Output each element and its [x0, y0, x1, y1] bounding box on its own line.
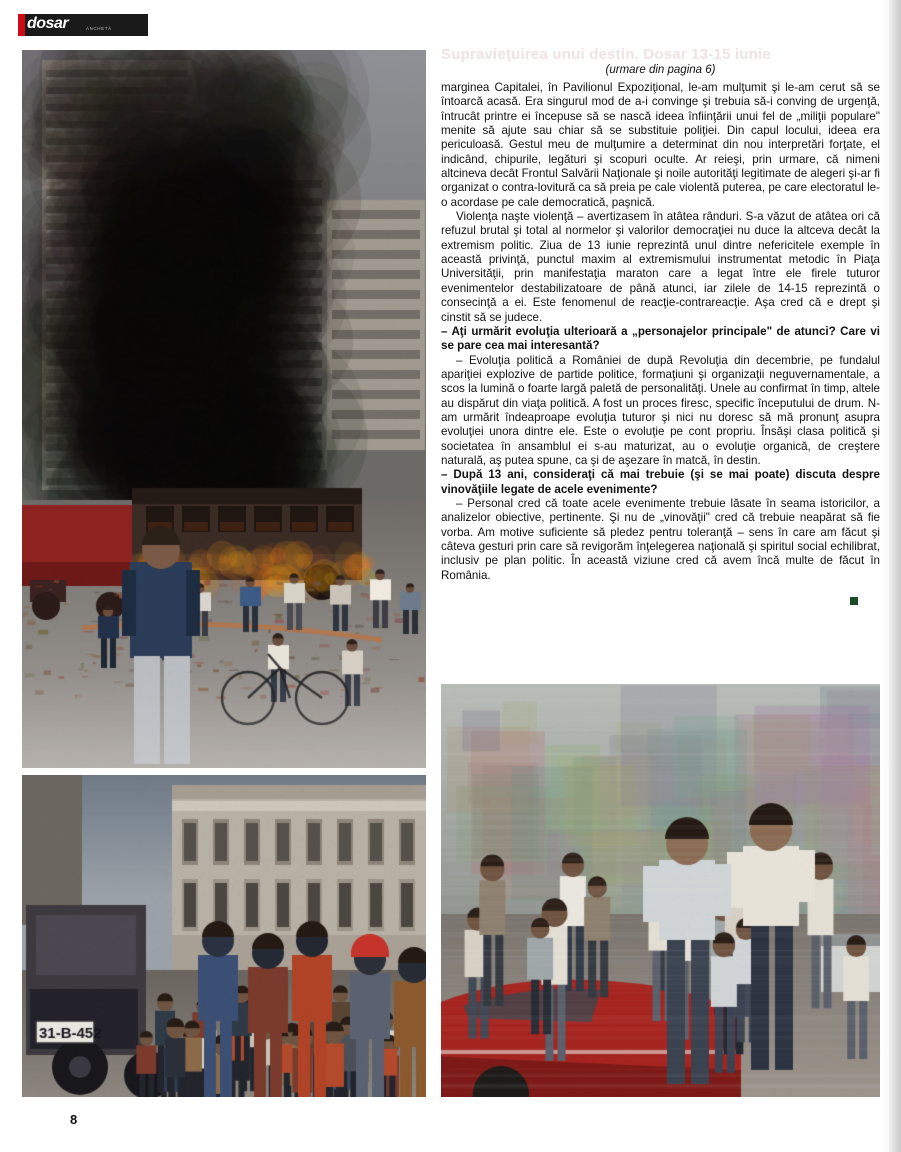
page-number: 8	[70, 1112, 78, 1127]
article-paragraph: – După 13 ani, consideraţi că mai trebuie (şi se mai poate) discuta despre vinovăţiile legate de acele evenimente?	[441, 468, 880, 496]
masthead-subtitle: ANCHETĂ	[86, 26, 112, 31]
article-paragraph: – Evoluţia politică a României de după Revoluţia din decembrie, pe fundalul apariţiei explozive de partide politice, formaţiuni şi organizaţii neguvernamentale, a scos la lumină o foarte largă paletă de personalităţi. Unele au confirmat în timp, altele au dispărut din viaţa politică. A fost un proces firesc, specific începutului de drum. N-am urmărit îndeaproape evoluţia tuturor şi nici nu doresc să mă pronunţ asupra evoluţiei unora dintre ele. Este o evoluţie pe cont propriu. Însăşi clasa politică şi societatea în ansamblul ei s-au maturizat, au o evoluţie organică, de creştere naturală, aş putea spune, ca şi de aşezare în matcă, în destin.	[441, 353, 880, 467]
article-paragraph: marginea Capitalei, în Pavilionul Expoziţional, le-am mulţumit şi le-am cerut să se întoarcă acasă. Era singurul mod de a-i convinge şi trebuia să-i conving de urgenţă, întrucât printre ei începuse să se nască ideea înfiinţării unui fel de „miliţii populare" menite să ajute sau chiar să se substituie poliţiei. Din capul locului, ideea era periculoasă. Gestul meu de mulţumire a determinat din nou interpretări forţate, el indicând, chipurile, legături şi scopuri oculte. Ar reieşi, prin urmare, că nimeni altcineva decât Frontul Salvării Naţionale şi noile autorităţi legitimate de alegeri şi-ar fi organizat o contra-lovitură ca să preia pe cale violentă puterea, pe care electoratul le-o acordase pe cale democratică, paşnică.	[441, 81, 880, 209]
article-paragraph: – Personal cred că toate acele evenimente trebuie lăsate în seama istoricilor, a analizelor obiective, pertinente. Şi nu de „vinovăţii" cred că trebuie neapărat să fie vorba. Am motive suficiente să pledez pentru toleranţă – sens în care am făcut şi câteva gesturi prin care să revigorăm înţelegerea naţională şi spiritul social echilibrat, inclusiv pe plan politic. În această viziune cred că avem încă multe de făcut în România.	[441, 496, 880, 582]
article-ghost-title: Supravieţuirea unui destin. Dosar 13-15 iunie	[441, 46, 771, 63]
photo-burning-bus-and-building	[22, 50, 426, 768]
end-mark	[441, 592, 880, 610]
page-edge-highlight	[884, 0, 889, 1152]
article-column	[441, 46, 880, 610]
end-mark-square	[850, 597, 858, 605]
masthead-title: dosar	[27, 15, 69, 32]
continuation-note: (urmare din pagina 6)	[605, 64, 716, 76]
article-paragraph: Violenţa naşte violenţă – avertizasem în atâtea rânduri. S-a văzut de atâtea ori că refuzul brutal şi total al normelor şi valorilor democraţiei nu duce la altceva decât la extremism politic. Ziua de 13 iunie reprezintă unul dintre nefericitele exemple în această privinţă, punctul maxim al extremismului instrumentat metodic în Piaţa Universităţii, prin manifestaţia maraton care a legat între ele firele tuturor evenimentelor destabilizatoare de până atunci, iar zilele de 14-15 reprezintă o consecinţă a ei. Este fenomenul de reacţie-contrareacţie. Aşa cred că e drept şi cinstit să se judece.	[441, 210, 880, 324]
page-edge-shadow	[889, 0, 901, 1152]
masthead-accent-bar	[18, 14, 25, 36]
article-body	[441, 81, 880, 583]
photo-running-crowd-red-car	[441, 684, 880, 1097]
article-paragraph: – Aţi urmărit evoluţia ulterioară a „personajelor principale" de atunci? Care vi se pare cea mai interesantă?	[441, 324, 880, 353]
photo-overturned-vehicle-street	[22, 775, 426, 1097]
